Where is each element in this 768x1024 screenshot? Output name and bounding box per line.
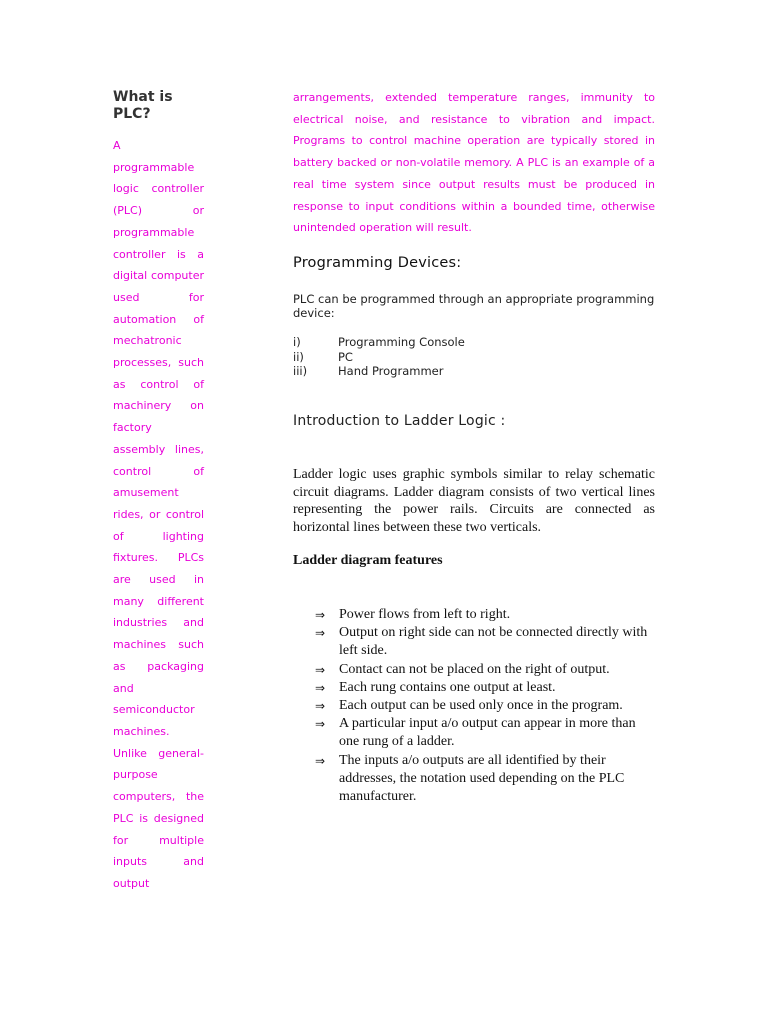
ladder-logic-heading: Introduction to Ladder Logic : <box>293 413 506 429</box>
feature-text: Output on right side can not be connected directly with left side. <box>339 625 648 659</box>
devices-list <box>293 335 465 379</box>
device-number: iii) <box>293 364 308 378</box>
feature-item <box>315 679 655 697</box>
what-is-plc-heading: What is PLC? <box>113 89 173 122</box>
features-list <box>315 606 655 806</box>
arrow-icon: ⇒ <box>315 662 326 677</box>
arrow-icon: ⇒ <box>315 680 326 695</box>
device-number: i) <box>293 335 301 349</box>
feature-text: Each output can be used only once in the program. <box>339 698 623 714</box>
plc-definition-text: A programmable logic controller (PLC) or programmable controller is a digital computer used for automation of mechatronic processes, such as control of machinery on factory assembly lines, control of amusement rides, or control of lighting fixtures. PLCs are used in many different industries and machines such as packaging and semiconductor machines. Unlike general-purpose computers, the PLC is designed for multiple inputs and output <box>113 139 204 890</box>
feature-item <box>315 606 655 624</box>
ladder-logic-text: Ladder logic uses graphic symbols similar to relay schematic circuit diagrams. Ladder diagram consists of two vertical lines representing the power rails. Circuits are connected as horizontal lines between these two verticals. <box>293 467 655 535</box>
arrow-icon: ⇒ <box>315 717 326 732</box>
device-label: PC <box>338 349 353 364</box>
device-item <box>293 350 465 365</box>
feature-text: A particular input a/o output can appear in more than one rung of a ladder. <box>339 716 636 750</box>
device-item <box>293 335 465 350</box>
arrow-icon: ⇒ <box>315 626 326 641</box>
programming-devices-heading: Programming Devices: <box>293 255 462 271</box>
arrow-icon: ⇒ <box>315 699 326 714</box>
arrow-icon: ⇒ <box>315 753 326 768</box>
device-number: ii) <box>293 349 304 364</box>
feature-text: Contact can not be placed on the right of output. <box>339 661 610 677</box>
feature-item <box>315 624 655 660</box>
feature-item <box>315 752 655 807</box>
programming-devices-text: PLC can be programmed through an appropriate programming device: <box>293 292 655 320</box>
left-column <box>113 89 204 895</box>
feature-text: Each rung contains one output at least. <box>339 679 556 695</box>
feature-text: Power flows from left to right. <box>339 607 511 622</box>
feature-item <box>315 697 655 715</box>
device-item <box>293 364 465 379</box>
plc-continued-text: arrangements, extended temperature ranges, immunity to electrical noise, and resistance to vibration and impact. Programs to control machine operation are typically stored in battery backed or non-volatile memory. A PLC is an example of a real time system since output results must be produced in response to input conditions within a bounded time, otherwise unintended operation will result. <box>293 91 655 235</box>
device-label: Hand Programmer <box>338 364 444 378</box>
ladder-features-heading: Ladder diagram features <box>293 553 443 568</box>
feature-item <box>315 715 655 751</box>
feature-item <box>315 661 655 679</box>
right-column <box>293 87 655 805</box>
arrow-icon: ⇒ <box>315 608 326 622</box>
feature-text: The inputs a/o outputs are all identified by their addresses, the notation used depending on the PLC manufacturer. <box>339 752 625 805</box>
device-label: Programming Console <box>338 335 465 349</box>
